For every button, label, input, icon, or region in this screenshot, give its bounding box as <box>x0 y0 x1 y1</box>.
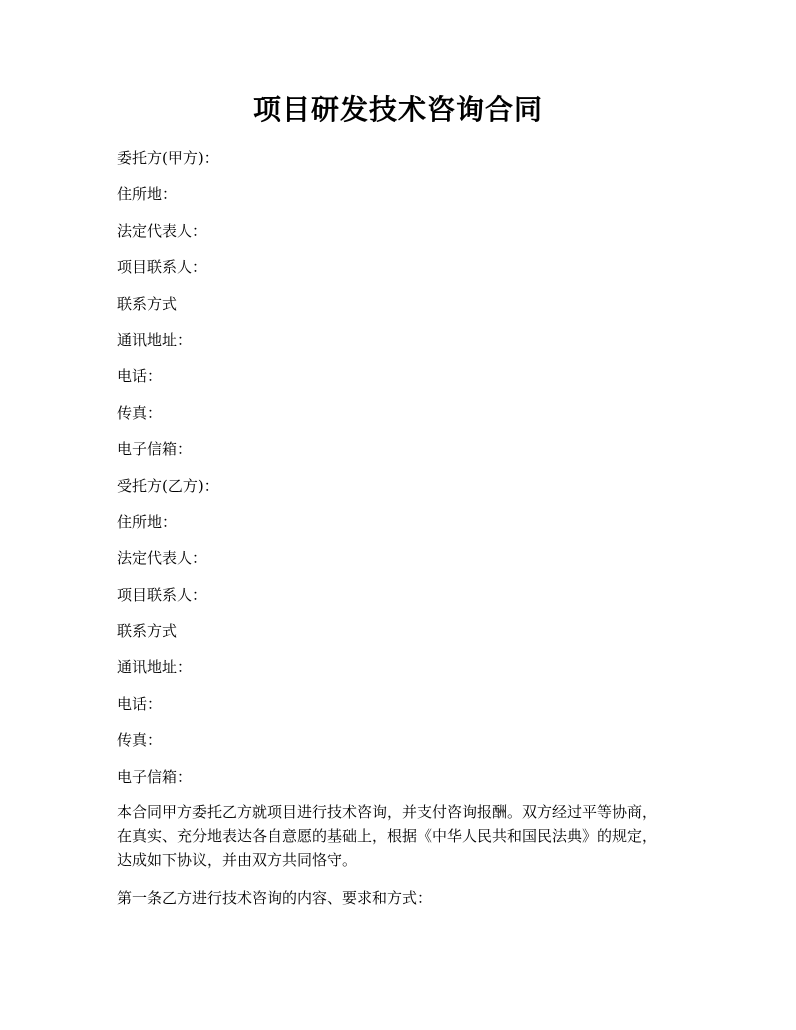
field-contractor-project-contact: 项目联系人： <box>117 585 208 604</box>
field-client-fax: 传真： <box>117 403 163 422</box>
intro-line: 达成如下协议，并由双方共同恪守。 <box>117 851 358 869</box>
field-client-party: 委托方(甲方)： <box>117 149 219 167</box>
field-contractor-party: 受托方(乙方)： <box>117 476 219 495</box>
intro-line: 在真实、充分地表达各自意愿的基础上，根据《中华人民共和国民法典》的规定， <box>117 827 658 845</box>
field-client-project-contact: 项目联系人： <box>117 258 208 277</box>
field-client-email: 电子信箱： <box>117 440 193 459</box>
field-client-legal-rep: 法定代表人： <box>117 221 208 240</box>
field-contractor-contact-method: 联系方式 <box>117 622 178 641</box>
field-contractor-email: 电子信箱： <box>117 767 193 786</box>
intro-line: 本合同甲方委托乙方就项目进行技术咨询，并支付咨询报酬。双方经过平等协商， <box>117 803 658 821</box>
field-client-phone: 电话： <box>117 367 163 386</box>
field-contractor-legal-rep: 法定代表人： <box>117 549 208 568</box>
intro-paragraph <box>117 800 682 872</box>
field-contractor-phone: 电话： <box>117 694 163 713</box>
field-client-mailing-address: 通讯地址： <box>117 330 193 349</box>
field-contractor-fax: 传真： <box>117 731 163 750</box>
field-contractor-address: 住所地： <box>117 512 178 531</box>
field-client-address: 住所地： <box>117 185 178 204</box>
field-contractor-mailing-address: 通讯地址： <box>117 658 193 677</box>
document-title: 项目研发技术咨询合同 <box>252 93 543 126</box>
article-1-heading: 第一条乙方进行技术咨询的内容、要求和方式： <box>117 889 433 907</box>
party-fields <box>117 146 687 801</box>
field-client-contact-method: 联系方式 <box>117 294 178 313</box>
